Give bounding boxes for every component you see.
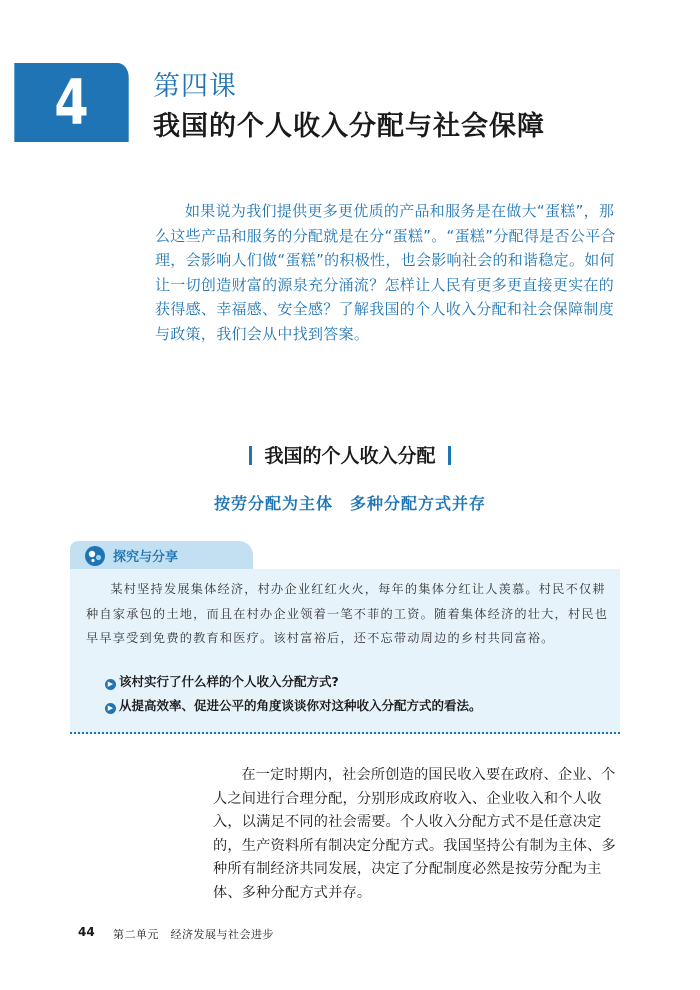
footer-unit-title: 第二单元 经济发展与社会进步 [113,928,274,941]
play-arrow-icon: ▶ [105,679,116,690]
explore-share-icon [84,545,106,567]
section-heading-text: 我国的个人收入分配 [264,445,436,467]
subsection-heading: 按劳分配为主体 多种分配方式并存 [213,494,486,513]
question-text: 该村实行了什么样的个人收入分配方式? [119,674,339,689]
case-study-text: 某村坚持发展集体经济，村办企业红红火火，每年的集体分红让人羡慕。村民不仅耕种自家承包的土地，而且在村办企业领着一笔不菲的工资。随着集体经济的壮大，村民也早早享受到免费的教育和医疗。该村富裕后，还不忘带动周边的乡村共同富裕。 [86,582,609,645]
question-item [105,696,482,714]
intro-paragraph: 如果说为我们提供更多更优质的产品和服务是在做大“蛋糕”，那么这些产品和服务的分配就是在分“蛋糕”。“蛋糕”分配得是否公平合理，会影响人们做“蛋糕”的积极性，也会影响社会的和谐稳定。如何让一切创造财富的源泉充分涌流？怎样让人民有更多更直接更实在的获得感、幸福感、安全感？了解我国的个人收入分配和社会保障制度与政策，我们会从中找到答案。 [155,202,616,343]
section-heading [0,441,700,468]
lesson-title: 我国的个人收入分配与社会保障 [153,111,545,142]
lesson-number-badge: 4 [14,63,128,142]
explore-share-title: 探究与分享 [113,550,179,565]
heading-bar-right [448,446,451,465]
body-paragraph: 在一定时期内，社会所创造的国民收入要在政府、企业、个人之间进行合理分配，分别形成政府收入、企业收入和个人收入，以满足不同的社会需要。个人收入分配方式不是任意决定的，生产资料所有制决定分配方式。我国坚持公有制为主体、多种所有制经济共同发展，决定了分配制度必然是按劳分配为主体、多种分配方式并存。 [213,767,616,901]
question-item [105,672,339,690]
question-text: 从提高效率、促进公平的角度谈谈你对这种收入分配方式的看法。 [119,698,482,713]
lesson-label: 第四课 [153,71,237,102]
heading-bar-left [249,446,252,465]
page-number: 44 [78,925,95,939]
play-arrow-icon: ▶ [105,703,116,714]
